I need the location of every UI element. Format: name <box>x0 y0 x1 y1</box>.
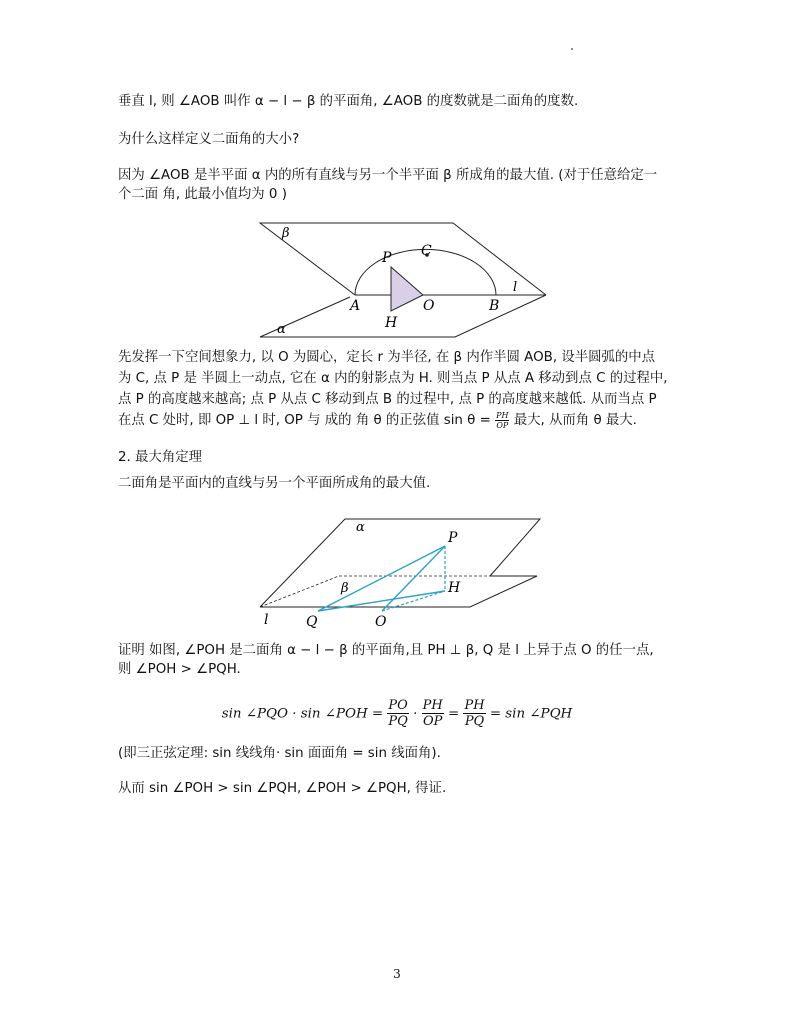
label-A: A <box>350 298 361 314</box>
label-l: l <box>513 280 518 295</box>
proof-line-1: 证明 如图, ∠POH 是二面角 α − l − β 的平面角,且 PH ⊥ β, Q 是 l 上异于点 O 的任一点, <box>118 643 654 658</box>
paragraph-4-line-1: 先发挥一下空间想象力, 以 O 为圆心，定长 r 为半径, 在 β 内作半圆 AOB, 设半圆弧的中点 <box>118 350 656 365</box>
label-H: H <box>385 315 398 331</box>
paragraph-3-line-1: 因为 ∠AOB 是半平面 α 内的所有直线与另一个半平面 β 所成角的最大值. (对于任意给定一 <box>118 168 658 183</box>
fraction-po-pq <box>387 698 408 729</box>
fraction-ph-op-eq <box>422 698 444 729</box>
fraction-numerator: PH <box>422 698 443 713</box>
three-sines-theorem-note: (即三正弦定理: sin 线线角· sin 面面角 = sin 线面角). <box>118 746 441 761</box>
conclusion: 从而 sin ∠POH > sin ∠PQH, ∠POH > ∠PQH, 得证. <box>118 781 447 796</box>
fraction-denominator: OP <box>496 420 509 430</box>
fraction-denominator: PQ <box>388 714 408 729</box>
sin-theta-text: 在点 C 处时, 即 OP ⊥ l 时, OP 与 成的 角 θ 的正弦值 sin θ = <box>118 413 491 428</box>
max-angle-text: 最大, 从而角 θ 最大. <box>513 413 637 428</box>
paragraph-5: 二面角是平面内的直线与另一个平面所成角的最大值. <box>118 476 431 491</box>
fraction-ph-op <box>495 411 509 430</box>
label-H: H <box>448 580 461 596</box>
page-number: 3 <box>393 967 401 981</box>
fraction-numerator: PO <box>388 698 408 713</box>
figure-max-angle <box>255 512 555 630</box>
label-alpha: α <box>356 520 365 535</box>
fraction-ph-pq <box>463 698 485 729</box>
label-P: P <box>382 250 392 266</box>
fraction-denominator: OP <box>422 714 443 729</box>
equation-left: sin ∠PQO · sin ∠POH = <box>221 706 384 722</box>
corner-dot <box>571 48 573 50</box>
figure-dihedral-semicircle <box>240 215 560 345</box>
paragraph-4-line-4 <box>118 408 637 434</box>
paragraph-1: 垂直 l, 则 ∠AOB 叫作 α − l − β 的平面角, ∠AOB 的度数就是二面角的度数. <box>118 94 579 109</box>
paragraph-4-line-2: 为 C, 点 P 是 半圆上一动点, 它在 α 内的射影点为 H. 则当点 P 从点 A 移动到点 C 的过程中, <box>118 371 668 386</box>
dot-operator: · <box>413 706 418 722</box>
proof-line-2: 则 ∠POH > ∠PQH. <box>118 662 241 677</box>
equation-three-sines <box>0 698 794 731</box>
label-O: O <box>375 614 387 630</box>
equation-right: = sin ∠PQH <box>489 706 573 722</box>
label-Q: Q <box>306 614 318 630</box>
hidden-edge-beta <box>260 576 339 607</box>
paragraph-3-line-2: 个二面 角, 此最小值均为 0 ) <box>118 187 287 202</box>
label-O: O <box>423 298 435 314</box>
fraction-numerator: PH <box>464 698 485 713</box>
equals-sign: = <box>447 706 460 722</box>
label-C: C <box>421 243 432 259</box>
triangle-pho <box>391 267 423 311</box>
label-beta: β <box>282 226 290 241</box>
paragraph-question: 为什么这样定义二面角的大小? <box>118 132 300 147</box>
label-alpha: α <box>277 322 286 337</box>
beta-plane-outline <box>260 576 537 607</box>
label-beta: β <box>341 581 349 596</box>
label-B: B <box>489 298 500 314</box>
label-l: l <box>264 612 269 628</box>
fraction-denominator: PQ <box>464 714 485 729</box>
fraction-numerator: PH <box>496 410 509 420</box>
label-P: P <box>448 530 458 546</box>
paragraph-4-line-3: 点 P 的高度越来越高; 点 P 从点 C 移动到点 B 的过程中, 点 P 的高度越来越低. 从而当点 P <box>118 392 657 407</box>
section-heading-max-angle-theorem: 2. 最大角定理 <box>118 450 202 465</box>
